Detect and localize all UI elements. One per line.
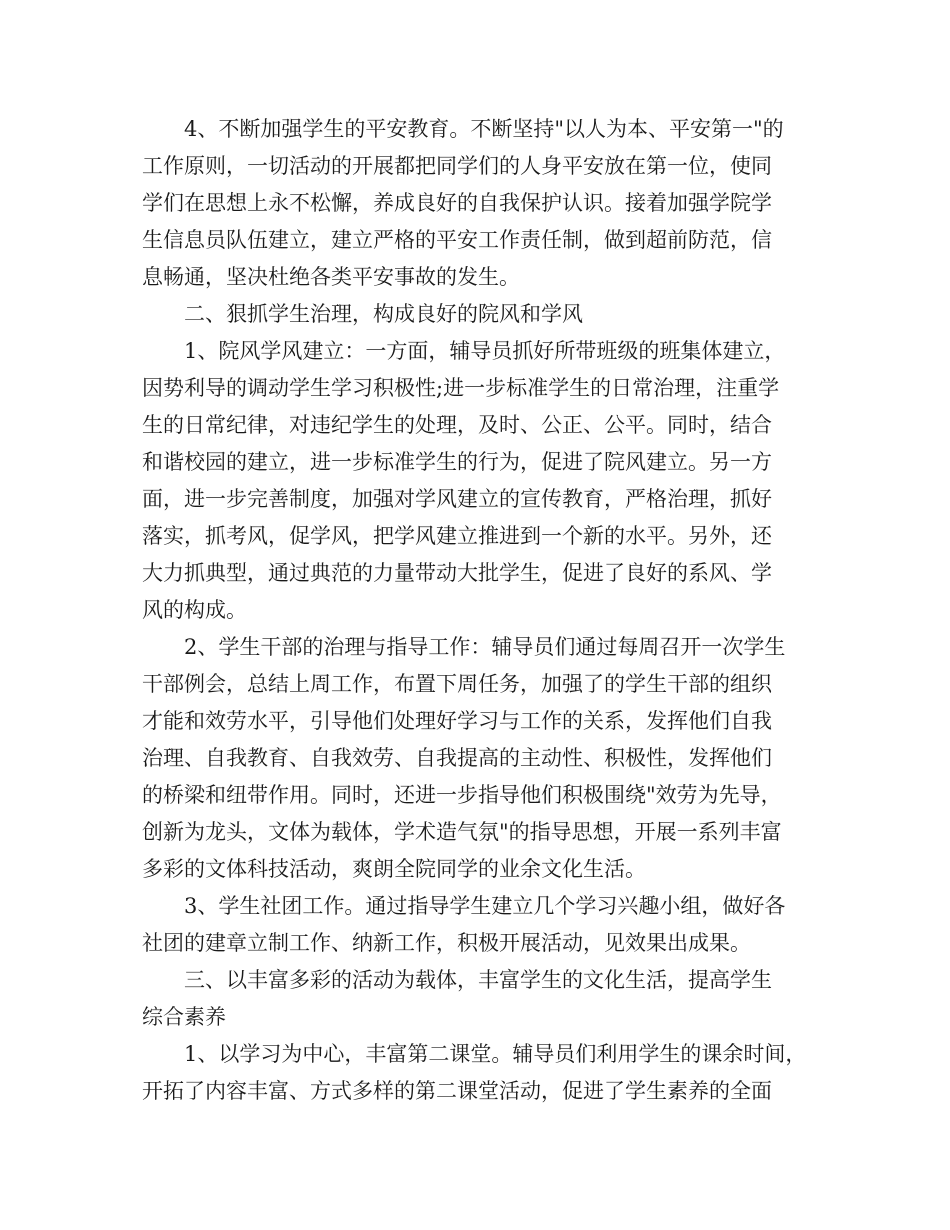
section-heading: 二、狠抓学生治理，构成良好的院风和学风 <box>184 302 583 326</box>
paragraph-line: 风的构成。 <box>142 598 247 622</box>
paragraph-line: 多彩的文体科技活动，爽朗全院同学的业余文化生活。 <box>142 857 646 881</box>
paragraph-line: 因势利导的调动学生学习积极性;进一步标准学生的日常治理，注重学 <box>142 376 780 400</box>
paragraph-line: 生的日常纪律，对违纪学生的处理，及时、公正、公平。同时，结合 <box>142 413 772 437</box>
paragraph-line: 1、以学习为中心，丰富第二课堂。辅导员们利用学生的课余时间， <box>184 1042 807 1066</box>
section-heading: 三、以丰富多彩的活动为载体，丰富学生的文化生活，提高学生 <box>184 968 772 992</box>
paragraph-line: 3、学生社团工作。通过指导学生建立几个学习兴趣小组，做好各 <box>184 894 786 918</box>
paragraph-line: 才能和效劳水平，引导他们处理好学习与工作的关系，发挥他们自我 <box>142 709 772 733</box>
paragraph-line: 2、学生干部的治理与指导工作：辅导员们通过每周召开一次学生 <box>184 635 786 659</box>
paragraph-line: 落实，抓考风，促学风，把学风建立推进到一个新的水平。另外，还 <box>142 524 772 548</box>
paragraph-line: 学们在思想上永不松懈，养成良好的自我保护认识。接着加强学院学 <box>142 191 772 215</box>
paragraph-line: 干部例会，总结上周工作，布置下周任务，加强了的学生干部的组织 <box>142 672 772 696</box>
paragraph-line: 1、院风学风建立：一方面，辅导员抓好所带班级的班集体建立， <box>184 339 786 363</box>
paragraph-line: 生信息员队伍建立，建立严格的平安工作责任制，做到超前防范，信 <box>142 228 772 252</box>
paragraph-line: 面，进一步完善制度，加强对学风建立的宣传教育，严格治理，抓好 <box>142 487 772 511</box>
paragraph-line: 息畅通，坚决杜绝各类平安事故的发生。 <box>142 265 520 289</box>
section-heading-continued: 综合素养 <box>142 1005 226 1029</box>
paragraph-line: 4、不断加强学生的平安教育。不断坚持"以人为本、平安第一"的 <box>184 117 784 141</box>
paragraph-line: 创新为龙头，文体为载体，学术造气氛"的指导思想，开展一系列丰富 <box>142 820 782 844</box>
paragraph-line: 大力抓典型，通过典范的力量带动大批学生，促进了良好的系风、学 <box>142 561 772 585</box>
paragraph-line: 的桥梁和纽带作用。同时，还进一步指导他们积极围绕"效劳为先导， <box>142 783 782 807</box>
paragraph-line: 工作原则，一切活动的开展都把同学们的人身平安放在第一位，使同 <box>142 154 772 178</box>
paragraph-line: 社团的建章立制工作、纳新工作，积极开展活动，见效果出成果。 <box>142 931 751 955</box>
paragraph-line: 开拓了内容丰富、方式多样的第二课堂活动，促进了学生素养的全面 <box>142 1079 772 1103</box>
paragraph-line: 治理、自我教育、自我效劳、自我提高的主动性、积极性，发挥他们 <box>142 746 772 770</box>
paragraph-line: 和谐校园的建立，进一步标准学生的行为，促进了院风建立。另一方 <box>142 450 772 474</box>
